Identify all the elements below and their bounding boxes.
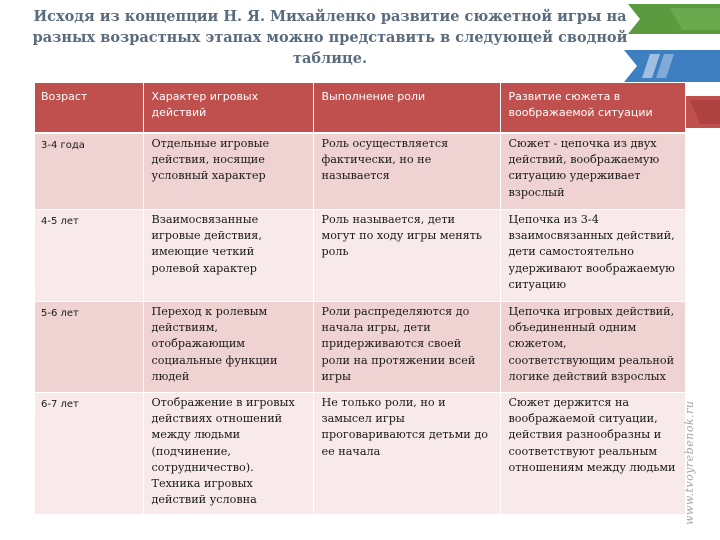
header-actions: Характер игровых действий: [143, 83, 313, 133]
table-header-row: [35, 83, 685, 133]
cell-plot: Сюжет - цепочка из двух действий, воображаемую ситуацию удерживает взрослый: [500, 133, 685, 210]
header-plot: Развитие сюжета в воображаемой ситуации: [500, 83, 685, 133]
header-role: Выполнение роли: [313, 83, 500, 133]
cell-actions: Отображение в игровых действиях отношений между людьми (подчинение, сотрудничество). Техника игровых действий условна: [143, 393, 313, 515]
cell-actions: Отдельные игровые действия, носящие условный характер: [143, 133, 313, 210]
cell-role: Роль осуществляется фактически, но не называется: [313, 133, 500, 210]
cell-age: 4-5 лет: [35, 210, 143, 302]
green-ribbon-arrow: [628, 4, 720, 34]
cell-plot: Сюжет держится на воображаемой ситуации, действия разнообразны и соответствуют реальным отношениям между людьми: [500, 393, 685, 515]
cell-actions: Переход к ролевым действиям, отображающим социальные функции людей: [143, 302, 313, 393]
cell-actions: Взаимосвязанные игровые действия, имеющие четкий ролевой характер: [143, 210, 313, 302]
table-row: [35, 210, 685, 302]
slide-title: Исходя из концепции Н. Я. Михайленко развитие сюжетной игры на разных возрастных этапах можно представить в следующей сводной таблице.: [32, 8, 628, 67]
cell-plot: Цепочка игровых действий, объединенный одним сюжетом, соответствующим реальной логике действий взрослых: [500, 302, 685, 393]
cell-age: 6-7 лет: [35, 393, 143, 515]
header-age: Возраст: [35, 83, 143, 133]
cell-age: 5-6 лет: [35, 302, 143, 393]
cell-role: Не только роли, но и замысел игры проговариваются детьми до ее начала: [313, 393, 500, 515]
cell-plot: Цепочка из 3-4 взаимосвязанных действий, дети самостоятельно удерживают воображаемую ситуацию: [500, 210, 685, 302]
site-watermark: www.tvoyrebenok.ru: [683, 400, 696, 525]
table-row: [35, 393, 685, 515]
table-row: [35, 302, 685, 393]
cell-role: Роль называется, дети могут по ходу игры менять роль: [313, 210, 500, 302]
blue-ribbon-arrow: [624, 50, 720, 82]
cell-role: Роли распределяются до начала игры, дети придерживаются своей роли на протяжении всей игры: [313, 302, 500, 393]
age-development-table: [35, 83, 686, 515]
cell-age: 3-4 года: [35, 133, 143, 210]
table-row: [35, 133, 685, 210]
